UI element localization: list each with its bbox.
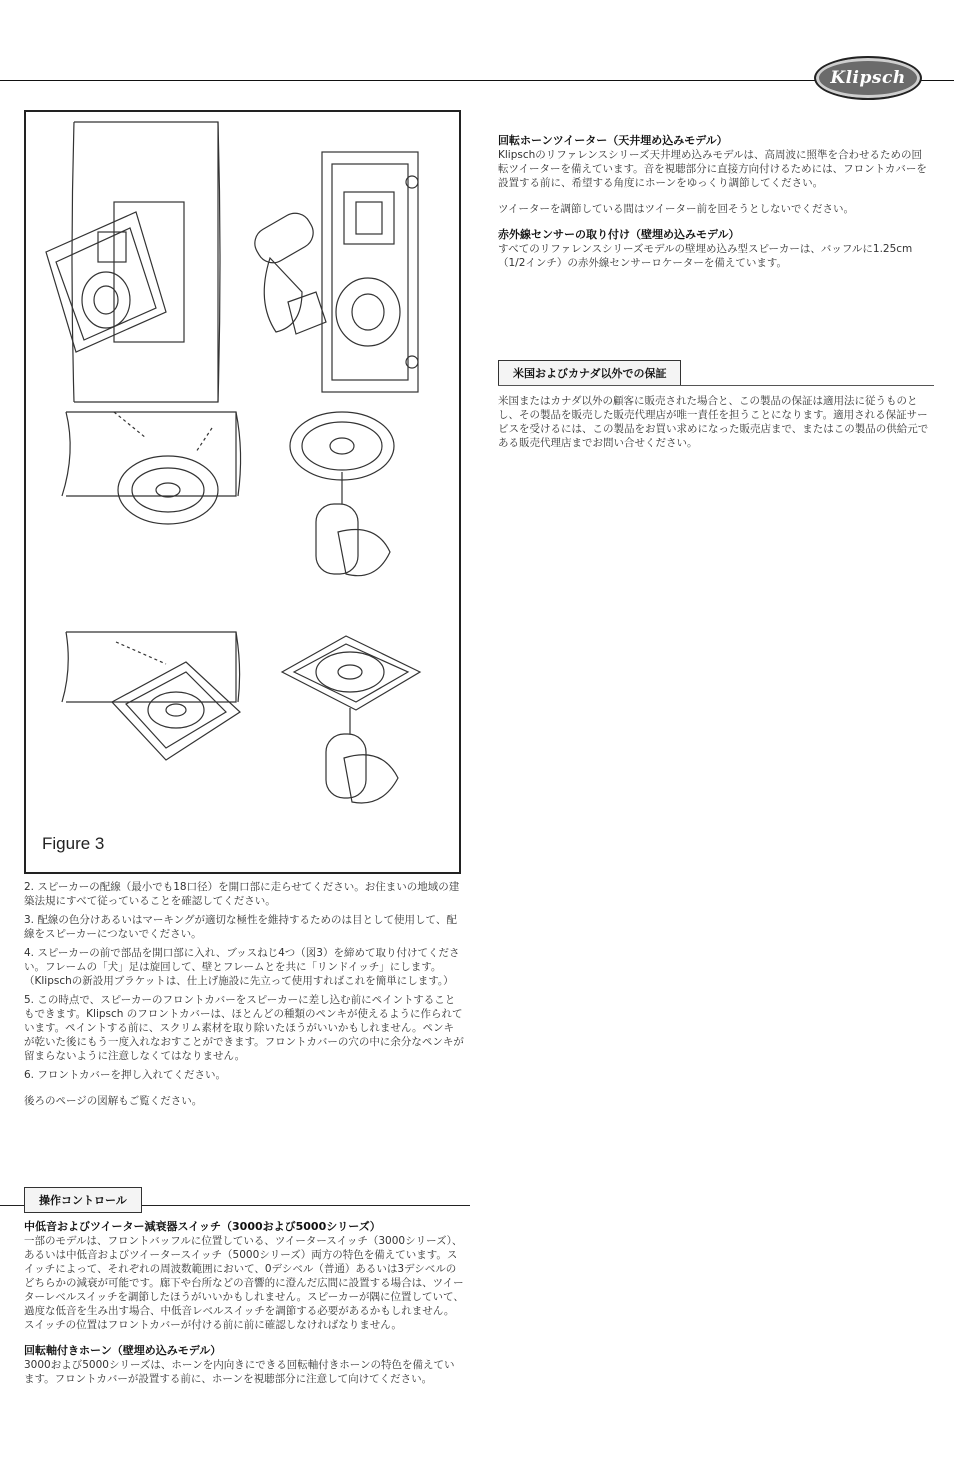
step-2: 2. スピーカーの配線（最小でも18口径）を開口部に走らせてください。お住まいの地域の建築法規にすべて従っていることを確認してください。 [24,881,460,907]
rotary-heading: 回転ホーンツイーター（天井埋め込みモデル） [498,134,728,147]
see-back-note: 後ろのページの図解もご覧ください。 [24,1095,203,1107]
figure-3-illustration [24,110,461,874]
switch-body: 一部のモデルは、フロントバッフルに位置している、ツイータースイッチ（3000シリーズ）、あるいは中低音およびツイータースイッチ（5000シリーズ）両方の特色を備えています。スイッチによって、それぞれの周波数範囲において、0デシベル（普通）あるいは3デシベルのどちらかの減衰が可能です。廊下や台所などの音響的に澄んだ広間に設置する場合は、ツイーターレベルスイッチを調節したほうがいいかもしれません。スピーカーが隅に位置していて、過度な低音を生み出す場合、中低音レベルスイッチを調節する必要があるかもしれません。スイッチの位置はフロントカバーが付ける前に前に確認しなければなりません。 [24,1235,464,1331]
ir-body: すべてのリファレンスシリーズモデルの壁埋め込み型スピーカーは、バッフルに1.25cm（1/2インチ）の赤外線センサーロケーターを備えています。 [498,243,913,269]
rotary-warning: ツイーターを調節している間はツイーター前を回そうとしないでください。 [498,203,854,215]
step-3: 3. 配線の色分けあるいはマーキングが適切な極性を維持するためのは目として使用して、配線をスピーカーにつないでください。 [24,914,457,940]
switch-heading: 中低音およびツイーター減衰器スイッチ（3000および5000シリーズ） [24,1220,381,1233]
warranty-section-rule [498,385,934,386]
step-5: 5. この時点で、スピーカーのフロントカバーをスピーカーに差し込む前にペイントすることもできます。Klipsch のフロントカバーは、ほとんどの種類のペンキが使えるように作られています。ペイントする前に、スクリム素材を取り除いたほうがいいかもしれません。ペンキが乾いた後にもう一度入れなおすことができます。フロントカバーの穴の中に余分なペンキが留まらないように注意しなくてはなりません。 [24,994,464,1062]
figure-caption: Figure 3 [42,834,105,853]
klipsch-logo [814,56,922,100]
pivot-body: 3000および5000シリーズは、ホーンを内向きにできる回転軸付きホーンの特色を備えています。フロントカバーが設置する前に、ホーンを視聴部分に注意して向けてください。 [24,1359,455,1385]
controls-section [24,1220,464,1386]
warranty-section-tab: 米国およびカナダ以外での保証 [498,360,681,386]
ir-heading: 赤外線センサーの取り付け（壁埋め込みモデル） [498,228,740,241]
step-4: 4. スピーカーの前で部品を開口部に入れ、ブッスねじ4つ（図3）を締めて取り付けてください。フレームの「犬」足は旋回して、壁とフレームとを共に「リンドイッチ」にします。（Klipschの新設用ブラケットは、仕上げ施設に先立って使用すればこれを簡単にします。） [24,947,460,987]
logo-text: Klipsch [830,68,906,88]
pivot-heading: 回転軸付きホーン（壁埋め込みモデル） [24,1344,222,1357]
warranty-body: 米国またはカナダ以外の顧客に販売された場合と、この製品の保証は適用法に従うものとし、その製品を販売した販売代理店が唯一責任を担うことになります。適用される保証サービスを受けるには、この製品をお買い求めになった販売店まで、またはこの製品の供給元である販売代理店までお問い合せください。 [498,395,929,449]
left-column-text [24,880,464,1108]
step-6: 6. フロントカバーを押し入れてください。 [24,1069,227,1081]
controls-section-tab: 操作コントロール [24,1187,142,1213]
warranty-section [498,394,932,450]
rotary-body: Klipschのリファレンスシリーズ天井埋め込みモデルは、高周波に照準を合わせるための回転ツイーターを備えています。音を視聴部分に直接方向付けるためには、フロントカバーを設置する前に、希望する角度にホーンをゆっくり調節してください。 [498,149,927,189]
installation-drawings [26,112,461,874]
right-column [498,134,932,270]
header-rule [0,80,954,81]
